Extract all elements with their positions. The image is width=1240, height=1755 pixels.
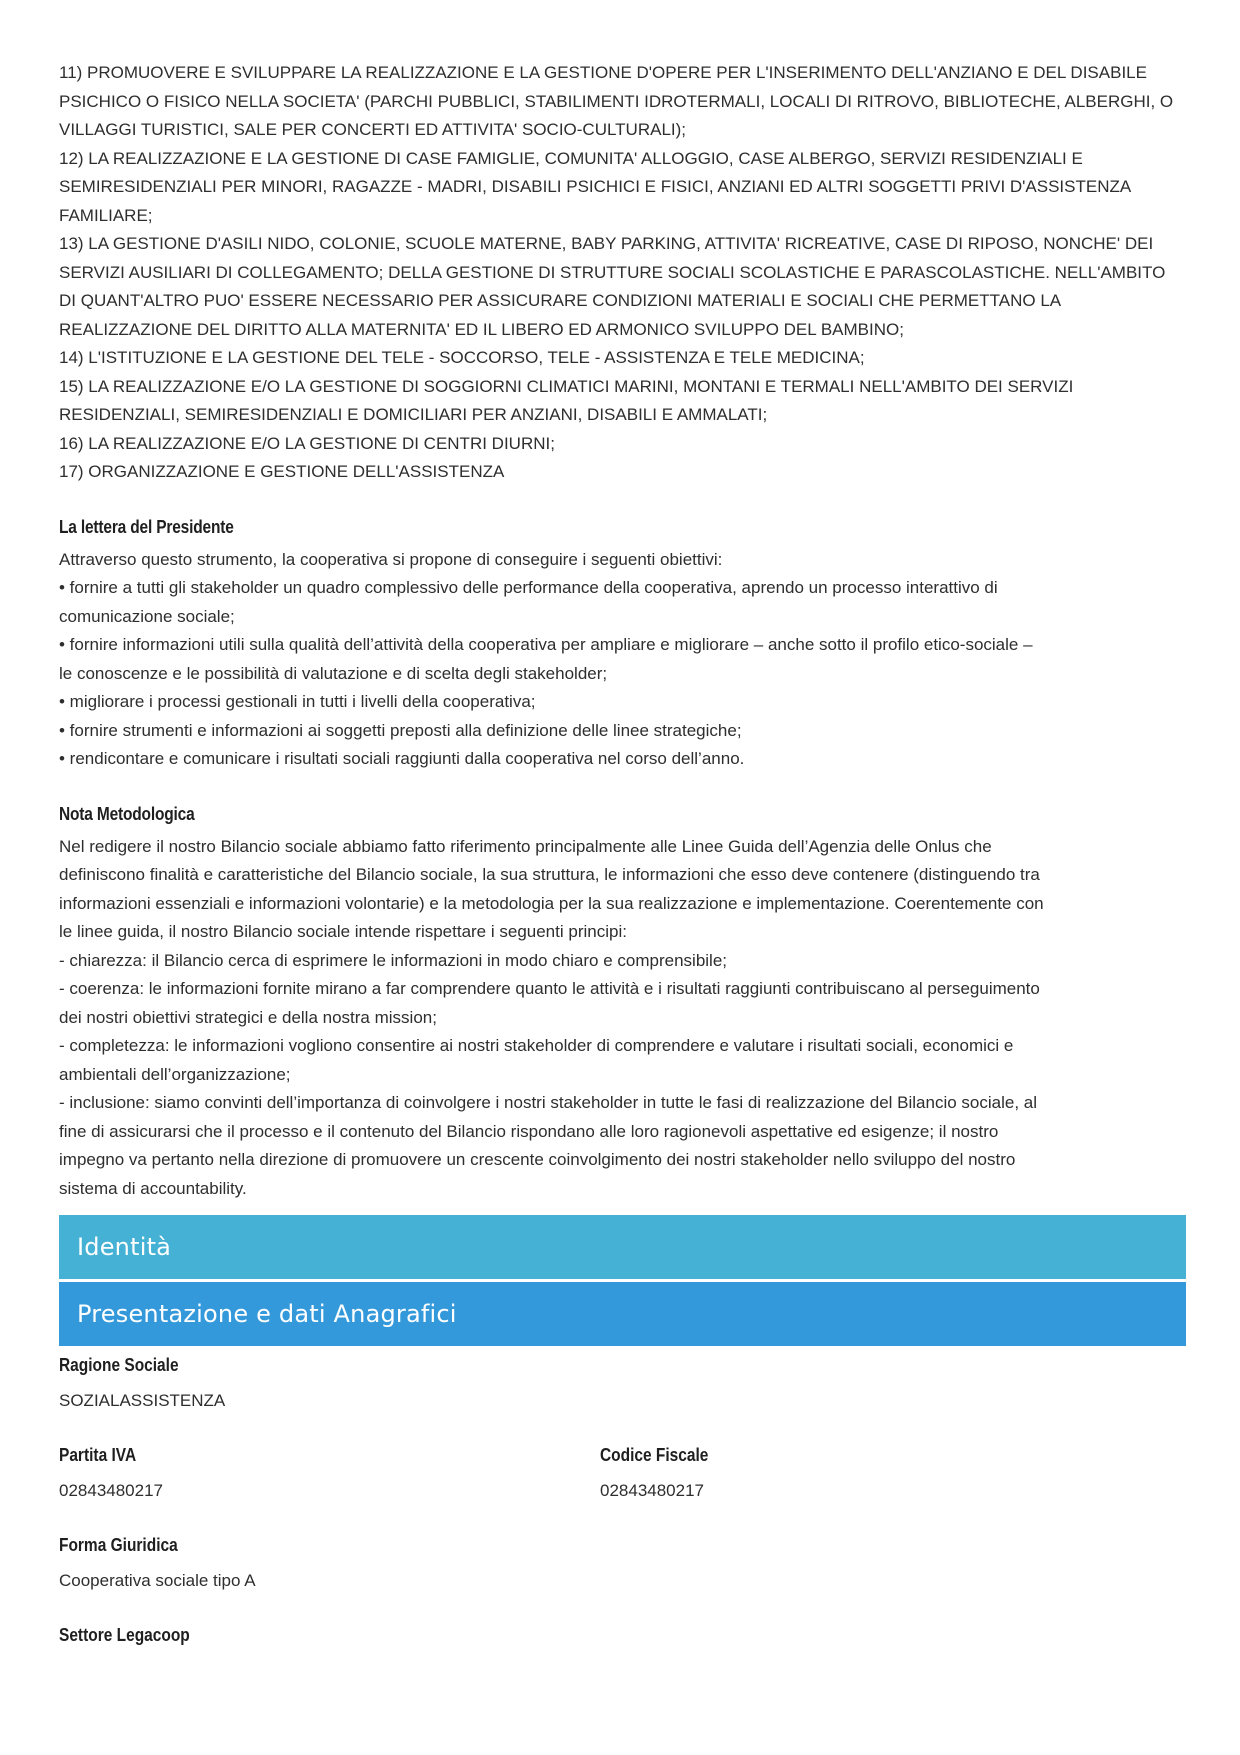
methodology-line: informazioni essenziali e informazioni volontarie) e la metodologia per la sua realizzazione e implementazione. Coerentemente con bbox=[59, 893, 1044, 913]
objects-line: 13) LA GESTIONE D'ASILI NIDO, COLONIE, SCUOLE MATERNE, BABY PARKING, ATTIVITA' RICREATIVE, CASE DI RIPOSO, NONCHE' DEI bbox=[59, 234, 1154, 253]
president-letter-line: • fornire strumenti e informazioni ai soggetti preposti alla definizione delle linee strategiche; bbox=[59, 720, 742, 740]
partita-iva-label: Partita IVA bbox=[59, 1445, 137, 1465]
president-letter-line: Attraverso questo strumento, la cooperativa si propone di conseguire i seguenti obiettivi: bbox=[59, 549, 723, 569]
methodology-note-heading: Nota Metodologica bbox=[59, 803, 195, 824]
methodology-line: sistema di accountability. bbox=[59, 1178, 247, 1198]
document-page bbox=[59, 59, 1186, 1650]
president-letter-line: • rendicontare e comunicare i risultati sociali raggiunti dalla cooperativa nel corso dell’anno. bbox=[59, 749, 745, 768]
identity-banner bbox=[59, 1215, 1186, 1279]
ragione-sociale-label: Ragione Sociale bbox=[59, 1355, 179, 1375]
methodology-line: - inclusione: siamo convinti dell’importanza di coinvolgere i nostri stakeholder in tutte le fasi di realizzazione del Bilancio sociale, al bbox=[59, 1093, 1037, 1112]
methodology-line: ambientali dell’organizzazione; bbox=[59, 1064, 291, 1084]
objects-line: VILLAGGI TURISTICI, SALE PER CONCERTI ED ATTIVITA' SOCIO-CULTURALI); bbox=[59, 120, 687, 139]
methodology-line: Nel redigere il nostro Bilancio sociale abbiamo fatto riferimento principalmente alle Linee Guida dell’Agenzia delle Onlus che bbox=[59, 836, 992, 856]
methodology-line: - coerenza: le informazioni fornite mirano a far comprendere quanto le attività e i risultati raggiunti contribuiscano al perseguimento bbox=[59, 979, 1040, 998]
methodology-line: definiscono finalità e caratteristiche del Bilancio sociale, la sua struttura, le informazioni che esso deve contenere (distinguendo tra bbox=[59, 865, 1040, 884]
objects-line: 17) ORGANIZZAZIONE E GESTIONE DELL'ASSISTENZA bbox=[59, 462, 505, 481]
settore-legacoop-label: Settore Legacoop bbox=[59, 1625, 190, 1645]
partita-iva-field bbox=[59, 1440, 600, 1506]
objects-line: DI QUANT'ALTRO PUO' ESSERE NECESSARIO PER ASSICURARE CONDIZIONI MATERIALI E SOCIALI CHE PERMETTANO LA bbox=[59, 291, 1062, 310]
ragione-sociale-field bbox=[59, 1350, 1186, 1416]
objects-line: PSICHICO O FISICO NELLA SOCIETA' (PARCHI PUBBLICI, STABILIMENTI IDROTERMALI, LOCALI DI RITROVO, BIBLIOTECHE, ALBERGHI, O bbox=[59, 91, 1174, 111]
forma-giuridica-field bbox=[59, 1530, 1186, 1596]
objects-line: 15) LA REALIZZAZIONE E/O LA GESTIONE DI SOGGIORNI CLIMATICI MARINI, MONTANI E TERMALI NELL'AMBITO DEI SERVIZI bbox=[59, 376, 1074, 396]
president-letter-line: • fornire informazioni utili sulla qualità dell’attività della cooperativa per ampliare e migliorare – anche sotto il profilo etico-sociale – bbox=[59, 635, 1033, 654]
president-letter-line: le conoscenze e le possibilità di valutazione e di scelta degli stakeholder; bbox=[59, 663, 608, 683]
president-letter-heading: La lettera del Presidente bbox=[59, 516, 234, 537]
partita-iva-value: 02843480217 bbox=[59, 1481, 164, 1500]
objects-line: 16) LA REALIZZAZIONE E/O LA GESTIONE DI CENTRI DIURNI; bbox=[59, 433, 555, 453]
codice-fiscale-label: Codice Fiscale bbox=[600, 1445, 709, 1465]
methodology-note-body bbox=[59, 833, 1186, 1204]
forma-giuridica-value: Cooperativa sociale tipo A bbox=[59, 1571, 256, 1590]
methodology-line: fine di assicurarsi che il processo e il contenuto del Bilancio rispondano alle loro ragionevoli aspettative ed esigenze; il nostro bbox=[59, 1121, 999, 1141]
methodology-line: - completezza: le informazioni vogliono consentire ai nostri stakeholder di comprendere e valutare i risultati sociali, economici e bbox=[59, 1036, 1014, 1055]
president-letter-body bbox=[59, 546, 1186, 774]
methodology-line: dei nostri obiettivi strategici e della nostra mission; bbox=[59, 1007, 437, 1027]
presentation-banner bbox=[59, 1282, 1186, 1346]
objects-line: FAMILIARE; bbox=[59, 205, 153, 225]
objects-list bbox=[59, 59, 1186, 487]
objects-line: SERVIZI AUSILIARI DI COLLEGAMENTO; DELLA GESTIONE DI STRUTTURE SOCIALI SCOLASTICHE E PARASCOLASTICHE. NELL'AMBITO bbox=[59, 262, 1166, 282]
objects-line: 11) PROMUOVERE E SVILUPPARE LA REALIZZAZIONE E LA GESTIONE D'OPERE PER L'INSERIMENTO DELL'ANZIANO E DEL DISABILE bbox=[59, 63, 1147, 82]
objects-line: SEMIRESIDENZIALI PER MINORI, RAGAZZE - MADRI, DISABILI PSICHICI E FISICI, ANZIANI ED ALTRI SOGGETTI PRIVI D'ASSISTENZA bbox=[59, 177, 1132, 196]
methodology-line: impegno va pertanto nella direzione di promuovere un crescente coinvolgimento dei nostri stakeholder nello sviluppo del nostro bbox=[59, 1150, 1016, 1169]
president-letter-line: comunicazione sociale; bbox=[59, 606, 235, 626]
methodology-line: - chiarezza: il Bilancio cerca di esprimere le informazioni in modo chiaro e comprensibile; bbox=[59, 950, 728, 970]
objects-line: 12) LA REALIZZAZIONE E LA GESTIONE DI CASE FAMIGLIE, COMUNITA' ALLOGGIO, CASE ALBERGO, SERVIZI RESIDENZIALI E bbox=[59, 148, 1083, 168]
methodology-line: le linee guida, il nostro Bilancio sociale intende rispettare i seguenti principi: bbox=[59, 922, 627, 941]
forma-giuridica-label: Forma Giuridica bbox=[59, 1535, 178, 1555]
codice-fiscale-field bbox=[600, 1440, 1141, 1506]
presentation-banner-title: Presentazione e dati Anagrafici bbox=[77, 1300, 457, 1328]
ragione-sociale-value: SOZIALASSISTENZA bbox=[59, 1391, 226, 1410]
objects-line: 14) L'ISTITUZIONE E LA GESTIONE DEL TELE - SOCCORSO, TELE - ASSISTENZA E TELE MEDICINA; bbox=[59, 348, 865, 367]
codice-fiscale-value: 02843480217 bbox=[600, 1481, 705, 1500]
tax-ids-row bbox=[59, 1440, 1186, 1506]
identity-banner-title: Identità bbox=[77, 1233, 172, 1261]
objects-line: REALIZZAZIONE DEL DIRITTO ALLA MATERNITA' ED IL LIBERO ED ARMONICO SVILUPPO DEL BAMBINO; bbox=[59, 319, 904, 339]
president-letter-line: • migliorare i processi gestionali in tutti i livelli della cooperativa; bbox=[59, 692, 536, 711]
president-letter-line: • fornire a tutti gli stakeholder un quadro complessivo delle performance della cooperativa, aprendo un processo interattivo di bbox=[59, 578, 998, 597]
objects-line: RESIDENZIALI, SEMIRESIDENZIALI E DOMICILIARI PER ANZIANI, DISABILI E AMMALATI; bbox=[59, 405, 768, 424]
settore-legacoop-field bbox=[59, 1620, 1186, 1650]
